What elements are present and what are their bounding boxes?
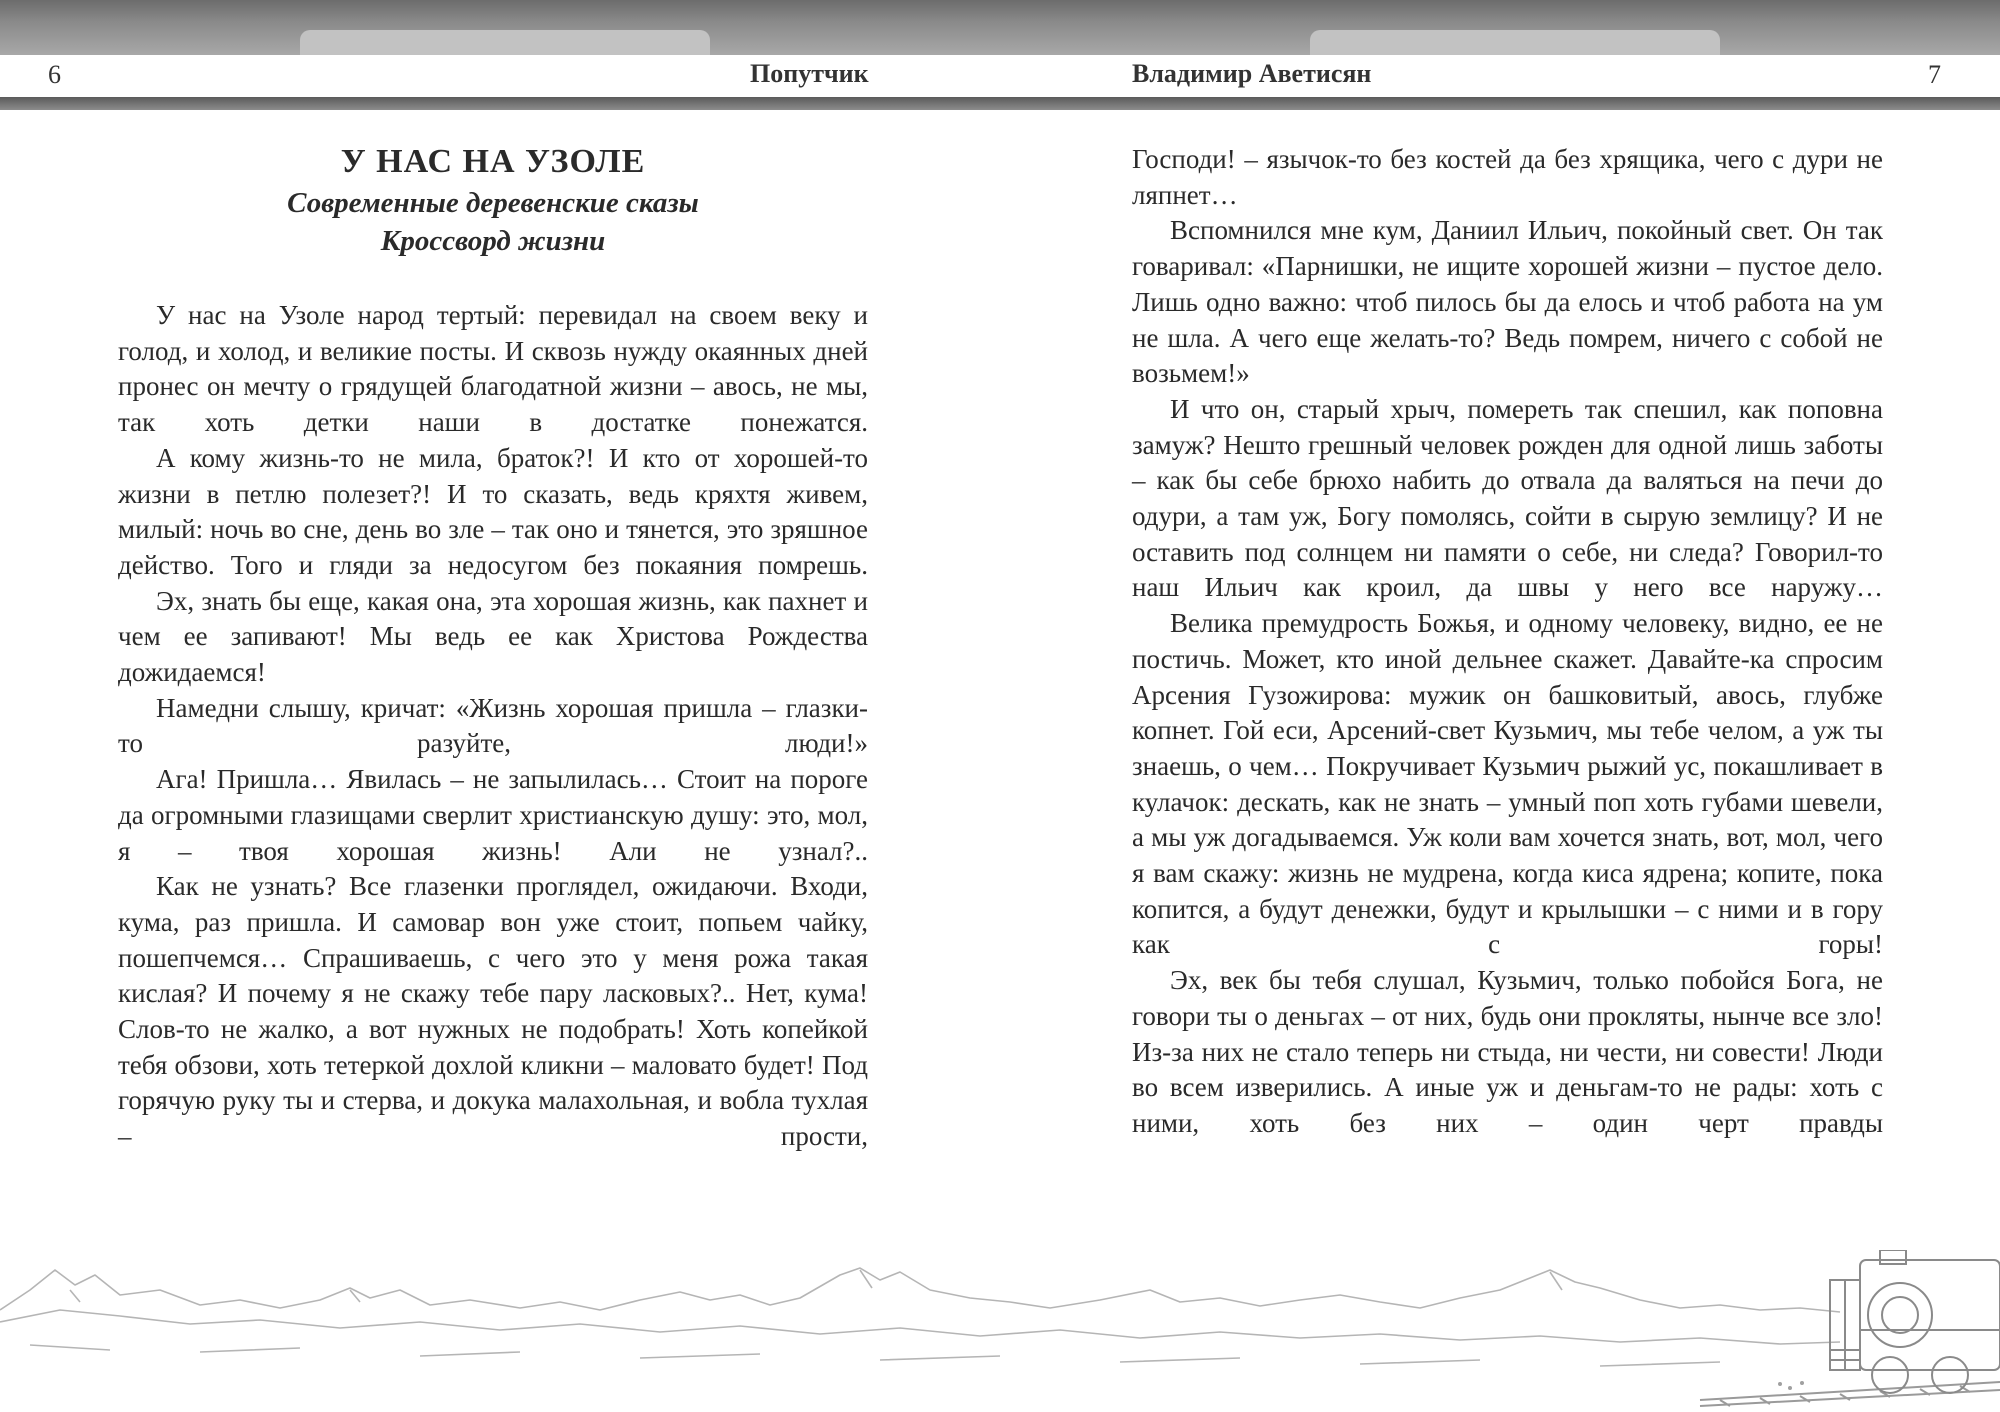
header-tab-left bbox=[300, 30, 710, 56]
right-page-column bbox=[1132, 142, 1883, 1142]
paragraph: Намедни слышу, кричат: «Жизнь хорошая пришла – глазки-то разуйте, люди!» bbox=[118, 692, 868, 759]
paragraph: Вспомнился мне кум, Даниил Ильич, покойный свет. Он так говаривал: «Парнишки, не ищите хорошей жизни – пустое дело. Лишь одно важно: чтоб пилось бы да елось и чтоб работа на ум не шла. А чего еще желать-то? Ведь помрем, ничего с собой не возьмем!» bbox=[1132, 215, 1883, 389]
paragraph-continued: Господи! – язычок-то без костей да без хрящика, чего с дури не ляпнет… bbox=[1132, 144, 1883, 210]
left-running-title: Попутчик bbox=[750, 59, 869, 88]
header-tab-right bbox=[1310, 30, 1720, 56]
right-running-title: Владимир Аветисян bbox=[1132, 59, 1372, 88]
left-page-number: 6 bbox=[48, 60, 61, 89]
story-title: У НАС НА УЗОЛЕ bbox=[340, 143, 646, 180]
top-decorative-band bbox=[0, 0, 2000, 55]
paragraph: Эх, век бы тебя слушал, Кузьмич, только побойся Бога, не говори ты о деньгах – от них, будь они прокляты, нынче все зло! Из-за них не стало теперь ни стыда, ни чести, ни совести! Люди во всем изверились. А иные уж и деньгам-то не рады: хоть с ними, хоть без них – один черт правды bbox=[1132, 965, 1883, 1138]
chapter-title: Кроссворд жизни bbox=[380, 225, 606, 257]
left-page-column bbox=[118, 140, 868, 1155]
story-subtitle: Современные деревенские сказы bbox=[287, 187, 699, 219]
running-header bbox=[0, 55, 2000, 99]
paragraph: Как не узнать? Все глазенки проглядел, ожидаючи. Входи, кума, раз пришла. И самовар вон уже стоит, попьем чайку, пошепчемся… Спрашиваешь, с чего это у меня рожа такая кислая? И почему я не скажу тебе пару ласковых?.. Нет, кума! Слов-то не жалко, а вот нужных не подобрать! Хоть копейкой тебя обзови, хоть тетеркой дохлой кликни – маловато будет! Под горячую руку ты и стерва, и докука малахольная, и вобла тухлая – прости, bbox=[118, 871, 868, 1152]
title-block bbox=[118, 140, 868, 260]
paragraph: А кому жизнь-то не мила, браток?! И кто от хорошей-то жизни в петлю полезет?! И то сказать, ведь кряхтя живем, милый: ночь во сне, день во зле – так оно и тянется, это зряшное действо. Того и гляди за недосугом без покаяния помрешь. bbox=[118, 442, 868, 580]
right-page-number: 7 bbox=[1928, 60, 1941, 89]
mountain-landscape-illustration bbox=[0, 1250, 2000, 1412]
paragraph: Эх, знать бы еще, какая она, эта хорошая жизнь, как пахнет и чем ее запивают! Мы ведь ее как Христова Рождества дожидаемся! bbox=[118, 585, 868, 688]
paragraph: Велика премудрость Божья, и одному человеку, видно, ее не постичь. Может, кто иной дельнее скажет. Давайте-ка спросим Арсения Гузожирова: мужик он башковитый, авось, глубже копнет. Гой еси, Арсений-свет Кузьмич, мы тебе челом, а уж ты знаешь, о чем… Покручивает Кузьмич рыжий ус, покашливает в кулачок: дескать, как не знать – умный поп хоть губами шевели, а мы уж догадываемся. Уж коли вам хочется знать, вот, мол, чего я вам скажу: жизнь не мудрена, когда киса ядрена; копите, пока копится, а будут денежки, будут и крылышки – с ними и в гору как с горы! bbox=[1132, 608, 1883, 960]
locomotive-icon bbox=[1830, 1250, 2000, 1393]
paragraph: И что он, старый хрыч, помереть так спешил, как поповна замуж? Нешто грешный человек рожден для одной лишь заботы – как бы себе брюхо набить до отвала да валяться на печи до одури, а там уж, Богу помолясь, сойти в сырую землицу? И не оставить под солнцем ни памяти о себе, ни следа? Говорил-то наш Ильич как кроил, да швы у него все наружу… bbox=[1132, 393, 1883, 603]
paragraph: Ага! Пришла… Явилась – не запылилась… Стоит на пороге да огромными глазищами сверлит христианскую душу: это, мол, я – твоя хорошая жизнь! Али не узнал?.. bbox=[118, 764, 868, 866]
header-rule bbox=[0, 97, 2000, 110]
paragraph: У нас на Узоле народ тертый: перевидал на своем веку и голод, и холод, и великие посты. И сквозь нужду окаянных дней пронес он мечту о грядущей благодатной жизни – авось, не мы, так хоть детки наши в достатке понежатся. bbox=[118, 300, 868, 438]
